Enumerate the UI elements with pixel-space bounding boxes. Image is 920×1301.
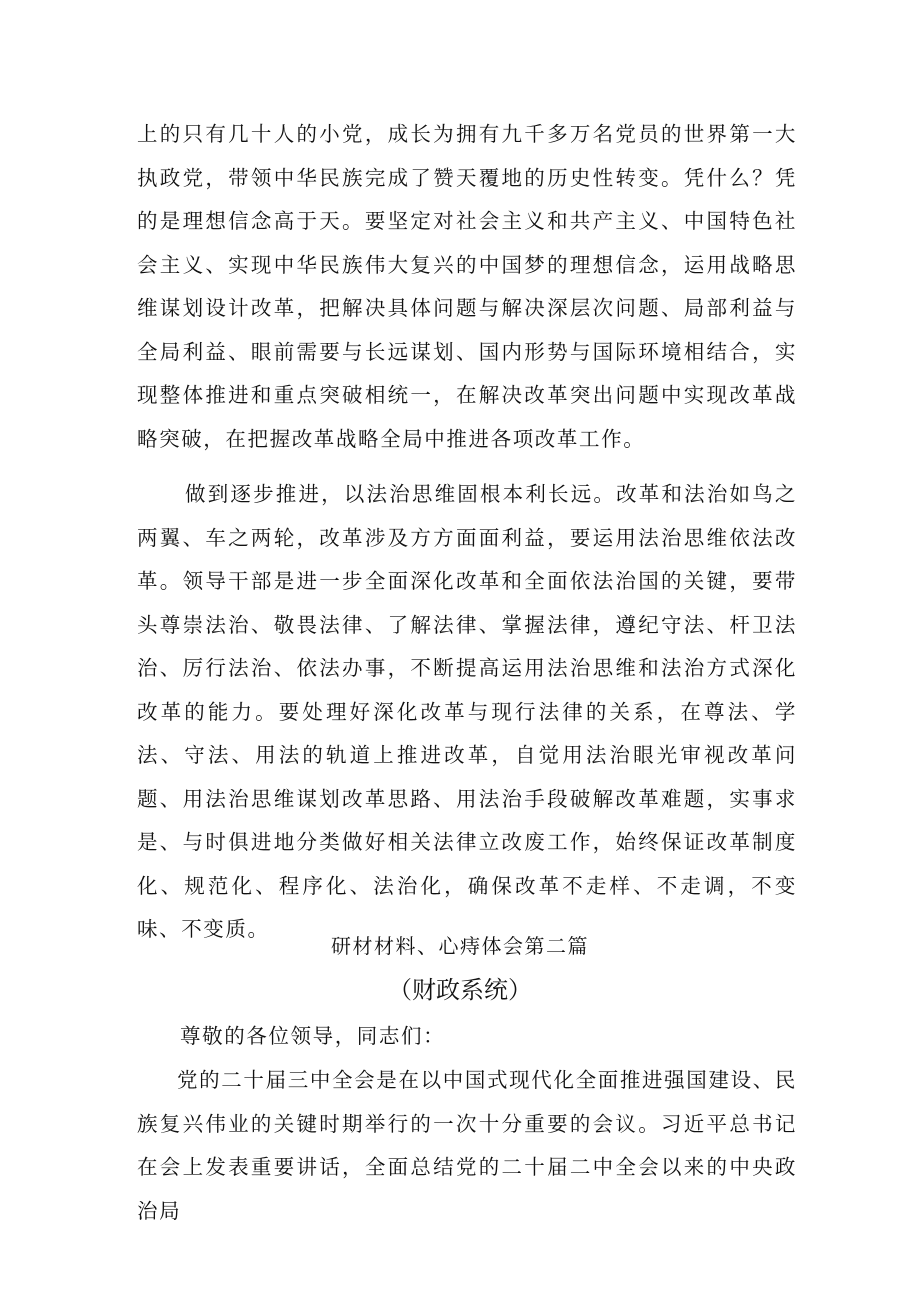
section-title: 研材材料、心痔体会第二篇 [331, 934, 589, 958]
body-paragraph-1: 上的只有几十人的小党，成长为拥有九千多万名党员的世界第一大执政党，带领中华民族完成了赞天覆地的历史性转变。凭什么？凭的是理想信念高于天。要坚定对社会主义和共产主义、中国特色社会主义、实现中华民族伟大复兴的中国梦的理想信念，运用战略思维谋划设计改革，把解决具体问题与解决深层次问题、局部利益与全局利益、眼前需要与长远谋划、国内形势与国际环境相结合，实现整体推进和重点突破相统一，在解决改革突出问题中实现改革战略突破，在把握改革战略全局中推进各项改革工作。 [137, 122, 797, 451]
body-paragraph-2: 做到逐步推进，以法治思维固根本利长远。改革和法治如鸟之两翼、车之两轮，改革涉及方方面面利益，要运用法治思维依法改革。领导干部是进一步全面深化改革和全面依法治国的关键，要带头尊崇法治、敬畏法律、了解法律、掌握法律，遵纪守法、杆卫法治、厉行法治、依法办事，不断提高运用法治思维和法治方式深化改革的能力。要处理好深化改革与现行法律的关系，在尊法、学法、守法、用法的轨道上推进改革，自觉用法治眼光审视改革问题、用法治思维谋划改革思路、用法治手段破解改革难题，实事求是、与时俱进地分类做好相关法律立改废工作，始终保证改革制度化、规范化、程序化、法治化，确保改革不走样、不走调，不变味、不变质。 [137, 482, 797, 941]
body-paragraph-3: 党的二十届三中全会是在以中国式现代化全面推进强国建设、民族复兴伟业的关键时期举行的一次十分重要的会议。习近平总书记在会上发表重要讲话，全面总结党的二十届二中全会以来的中央政治局 [137, 1068, 797, 1223]
section-subtitle: （财政系统） [388, 976, 532, 1004]
salutation: 尊敬的各位领导，同志们： [180, 1024, 446, 1048]
